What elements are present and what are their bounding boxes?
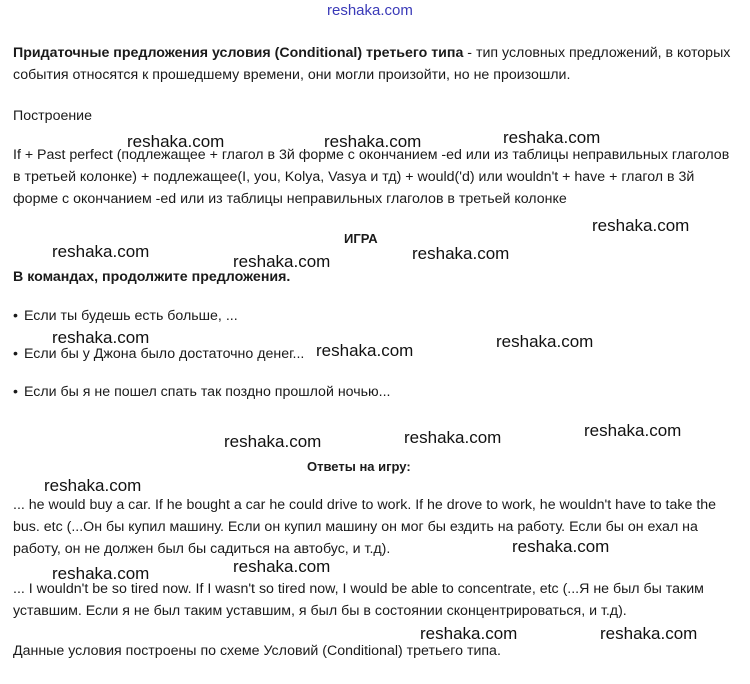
- intro-rest: - тип условных предложений, в которых события относятся к прошедшему времени, они могли произойти, но не произошли.: [13, 45, 731, 83]
- watermark: reshaka.com: [316, 341, 414, 360]
- watermark: reshaka.com: [233, 557, 331, 576]
- watermark: reshaka.com: [412, 244, 510, 263]
- watermark: reshaka.com: [224, 432, 322, 451]
- watermark: reshaka.com: [52, 328, 150, 347]
- watermark: reshaka.com: [52, 242, 150, 261]
- answer-paragraph: ... I wouldn't be so tired now. If I wasn't so tired now, I would be able to concentrate, etc (...Я не был бы таким уставшим. Если я не был таким уставшим, я был бы в состоянии сконцентрироваться, и т.д).: [13, 581, 704, 619]
- construction-label: Построение: [13, 108, 93, 124]
- watermark: reshaka.com: [420, 624, 518, 643]
- site-header[interactable]: reshaka.com: [327, 2, 413, 19]
- watermark: reshaka.com: [584, 421, 682, 440]
- watermark: reshaka.com: [592, 216, 690, 235]
- formula-paragraph: If + Past perfect (подлежащее + глагол в 3й форме с окончанием -ed или из таблицы неправильных глаголов в третьей колонке) + подлежащее(I, you, Kolya, Vasya и тд) + would('d) или wouldn't + have + глагол в 3й форме с окончанием -ed или из таблицы неправильных глаголов в третьей колонке: [13, 147, 730, 207]
- watermark: reshaka.com: [404, 428, 502, 447]
- watermark: reshaka.com: [324, 132, 422, 151]
- game-item: • Если бы у Джона было достаточно денег...: [13, 343, 733, 365]
- watermark: reshaka.com: [600, 624, 698, 643]
- watermark: reshaka.com: [503, 128, 601, 147]
- intro-paragraph: [13, 42, 733, 86]
- watermark: reshaka.com: [512, 537, 610, 556]
- answer-paragraph: ... he would buy a car. If he bought a car he could drive to work. If he drove to work, he wouldn't have to take the bus. etc (...Он бы купил машину. Если он купил машину он мог бы ездить на работу. Если бы он ехал на работу, он не должен был бы садиться на автобус, и т.д).: [13, 497, 717, 557]
- game-instruction: В командах, продолжите предложения.: [13, 269, 291, 285]
- watermark: reshaka.com: [127, 132, 225, 151]
- watermark: reshaka.com: [496, 332, 594, 351]
- game-item: • Если ты будешь есть больше, ...: [13, 305, 733, 327]
- watermark: reshaka.com: [44, 476, 142, 495]
- answers-title: Ответы на игру:: [307, 459, 411, 474]
- watermark: reshaka.com: [52, 564, 150, 583]
- watermark: reshaka.com: [233, 252, 331, 271]
- conclusion: Данные условия построены по схеме Условий (Conditional) третьего типа.: [13, 643, 501, 659]
- intro-bold: Придаточные предложения условия (Conditional) третьего типа: [13, 45, 464, 61]
- game-title: ИГРА: [344, 231, 378, 246]
- game-item: • Если бы я не пошел спать так поздно прошлой ночью...: [13, 381, 733, 403]
